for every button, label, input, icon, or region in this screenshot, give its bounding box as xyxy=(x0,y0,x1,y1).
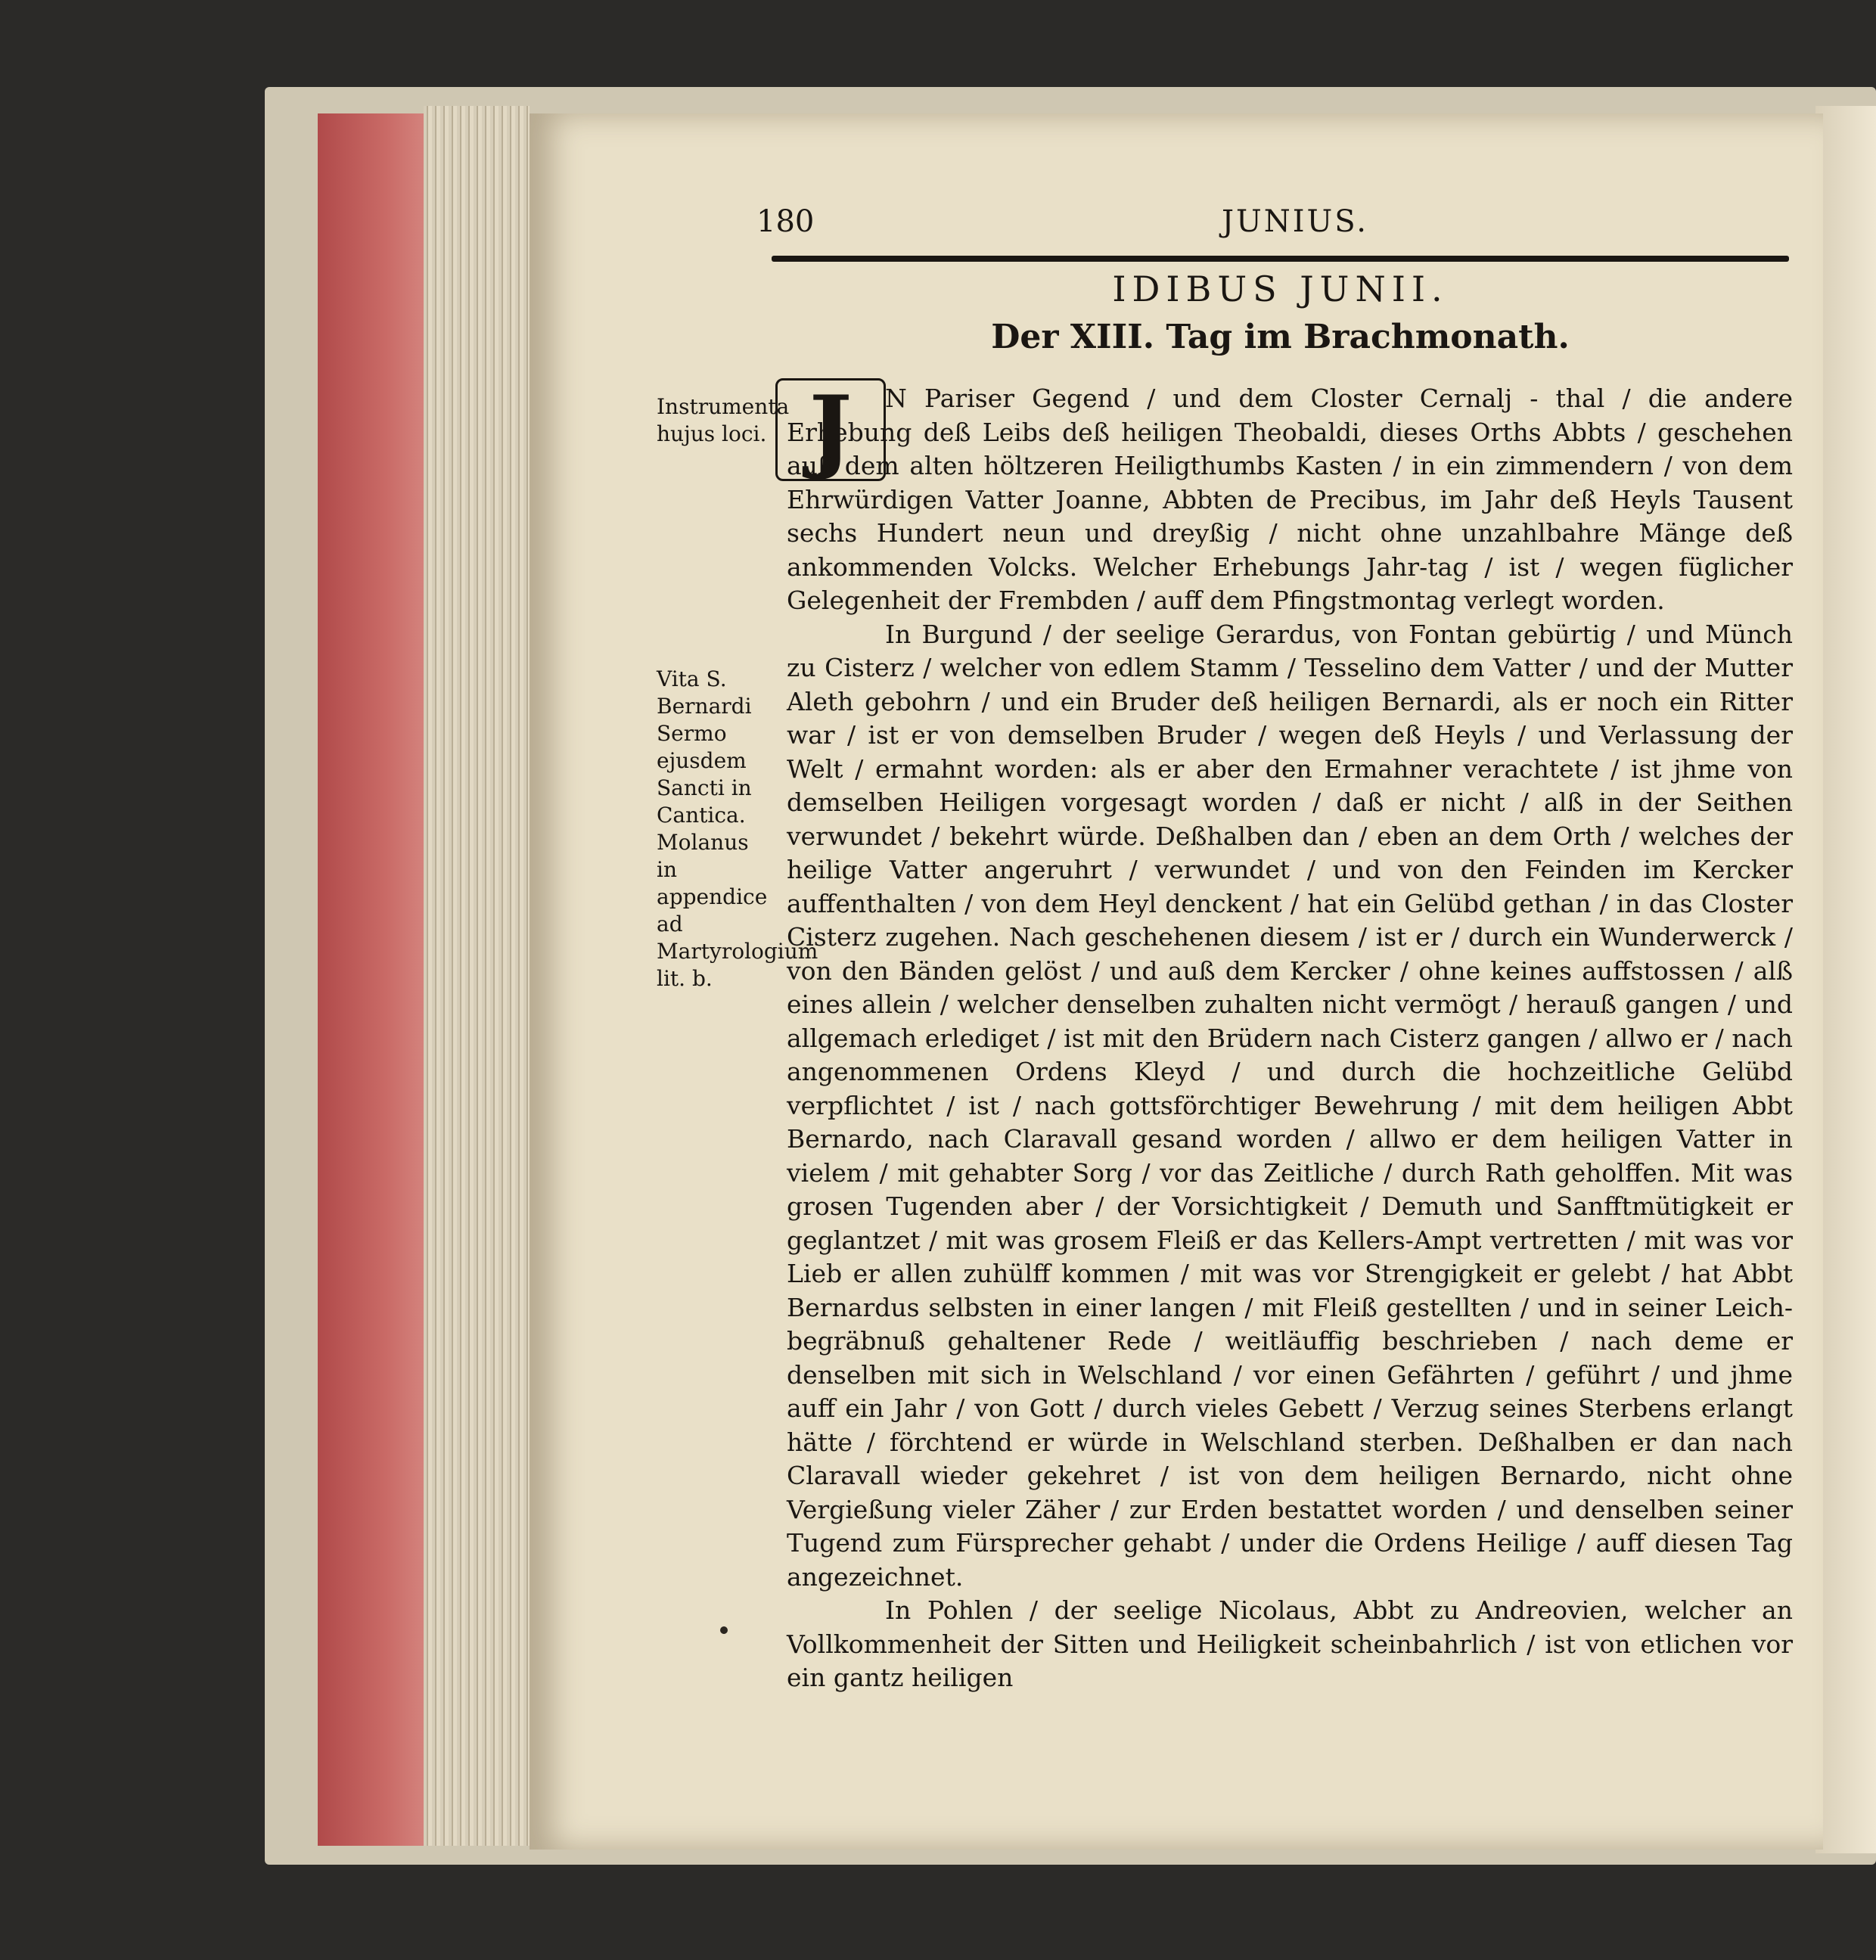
paragraph: In Pohlen / der seelige Nicolaus, Abbt zu Andreovien, welcher an Vollkommenheit der Sitten und Heiligkeit scheinbahrlich / ist von etlichen vor ein gantz heiligen xyxy=(787,1595,1793,1692)
paragraph: In Burgund / der seelige Gerardus, von Fontan gebürtig / und Münch zu Cisterz / welcher von edlem Stamm / Tesselino dem Vatter / und der Mutter Aleth gebohrn / und ein Bruder deß heiligen Bernardi, als er noch ein Ritter war / ist er von demselben Bruder / wegen deß Heyls / und Verlassung der Welt / ermahnt worden: als er aber den Ermahner verachtete / ist jhme von demselben Heiligen vorgesagt worden / daß er nicht / alß in der Seithen verwundet / bekehrt würde. Deßhalben dan / eben an dem Orth / welches der heilige Vatter angeruhrt / verwundet / und von den Feinden im Kercker auffenthalten / von dem Heyl denckent / hat ein Gelübd gethan / in das Closter Cisterz zugehen. Nach geschehenen diesem / ist er / durch ein Wunderwerck / von den Bänden gelöst / und auß dem Kercker / ohne keines auffstossen / alß eines allein / welcher denselben zuhalten nicht vermögt / herauß gangen / und allgemach erlediget / ist mit den Brüdern nach Cisterz gangen / allwo er / nach angenommenen Ordens Kleyd / und durch die hochzeitliche Gelübd verpflichtet / ist / nach gottsförchtiger Bewehrung / mit dem heiligen Abbt Bernardo, nach Claravall gesand worden / allwo er dem heiligen Vatter in vielem / mit gehabter Sorg / vor das Zeitliche / durch Rath geholffen. Mit was grosen Tugenden aber / der Vorsichtigkeit / Demuth und Sanfftmütigkeit er geglantzet / mit was grosem Fleiß er das Kellers-Ampt vertretten / mit was vor Lieb er allen zuhülff kommen / mit was vor Strengigkeit er gelebt / hat Abbt Bernardus selbsten in einer langen / mit Fleiß gestellten / und in seiner Leich-begräbnuß gehaltener Rede / weitläuffig beschrieben / nach deme er denselben mit sich in Welschland / vor einen Gefährten / geführt / und jhme auff ein Jahr / von Gott / durch vieles Gebett / Verzug seines Sterbens erlangt hätte / förchtend er würde in Welschland sterben. Deßhalben er dan nach Claravall wieder gekehret / ist von dem heiligen Bernardo, nicht ohne Vergießung vieler Zäher / zur Erden bestattet worden / und denselben seiner Tugend zum Fürsprecher gehabt / under die Ordens Heilige / auff diesen Tag angezeichnet. xyxy=(787,619,1793,1592)
feast-title: IDIBUS JUNII. xyxy=(1112,269,1449,309)
running-title: JUNIUS. xyxy=(1222,204,1368,239)
margin-note: Instrumenta hujus loci. xyxy=(657,394,790,446)
body-text xyxy=(787,382,1793,1695)
feast-subtitle: Der XIII. Tag im Brachmonath. xyxy=(991,318,1570,356)
facing-page-edge xyxy=(1815,106,1876,1853)
ink-dot xyxy=(720,1626,728,1634)
page-number: 180 xyxy=(756,204,815,239)
header-rule xyxy=(772,256,1789,262)
drop-cap: J xyxy=(775,378,886,481)
page-header xyxy=(756,204,1815,250)
paragraph: N Pariser Gegend / und dem Closter Cernalj - thal / die andere Erhebung deß Leibs deß heiligen Theobaldi, dieses Orths Abbts / geschehen auß dem alten höltzeren Heiligthumbs Kasten / in ein zimmendern / von dem Ehrwürdigen Vatter Joanne, Abbten de Precibus, im Jahr deß Heyls Tausent sechs Hundert neun und dreyßig / nicht ohne unzahlbahre Mänge deß ankommenden Volcks. Welcher Erhebungs Jahr-tag / ist / wegen füglicher Gelegenheit der Frembden / auff dem Pfingstmontag verlegt worden. xyxy=(787,384,1793,615)
margin-note: Vita S. Bernardi Sermo ejusdem Sancti in Cantica. Molanus in appendice ad Martyrologium lit. b. xyxy=(657,666,818,991)
page-edges-stack xyxy=(424,106,530,1846)
